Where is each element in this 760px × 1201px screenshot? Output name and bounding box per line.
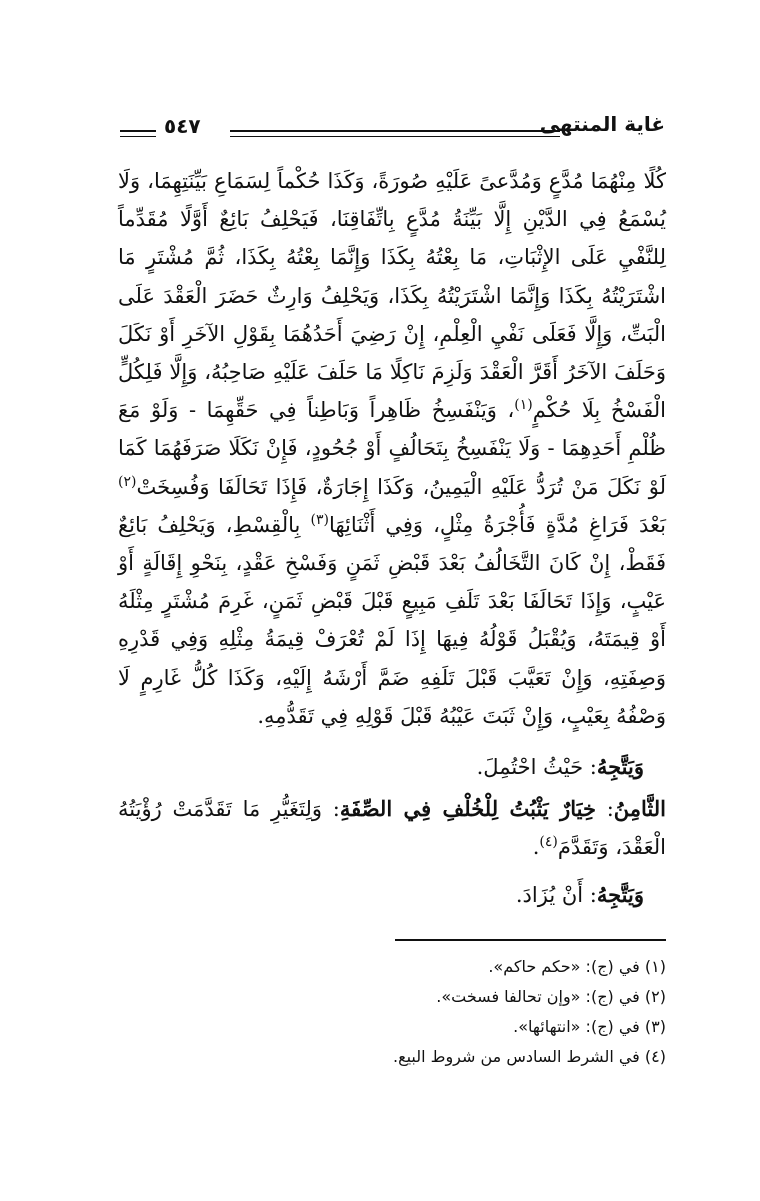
footnote-separator [395, 939, 666, 941]
footnote-3: (٣) في (ج): «انتهائها». [513, 1017, 666, 1036]
running-title: غاية المنتهى [539, 112, 665, 136]
header-rule-left [120, 130, 156, 137]
paragraph-segment: كُلًا مِنْهُمَا مُدَّعٍ وَمُدَّعىً عَلَيْهِ صُورَةً، وَكَذَا حُكْماً لِسَمَاعِ بَيِّنَتِهِمَا، وَلَا يُسْمَعُ فِي الدَّيْنِ إِلَّا بَيِّنَةُ مُدَّعٍ بِاتِّفَاقِنَا، فَيَحْلِفُ بَائِعٌ أَوَّلًا مُقَدِّماً لِلنَّفْيِ عَلَى الإِثْبَاتِ، مَا بِعْتُهُ بِكَذَا وَإِنَّمَا بِعْتُهُ بِكَذَا، ثُمَّ مُشْتَرٍ مَا اشْتَرَيْتُهُ بِكَذَا وَإِنَّمَا اشْتَرَيْتُهُ بِكَذَا، وَيَحْلِفُ وَارِثٌ حَضَرَ الْعَقْدَ عَلَى الْبَتِّ، وَإِلَّا فَعَلَى نَفْيِ الْعِلْمِ، إِنْ رَضِيَ أَحَدُهُمَا بِقَوْلِ الآخَرِ أَوْ نَكَلَ وَحَلَفَ الآخَرُ أَقَرَّ الْعَقْدَ وَلَزِمَ نَاكِلًا مَا حَلَفَ عَلَيْهِ صَاحِبُهُ، وَإِلَّا فَلِكُلٍّ الْفَسْخُ بِلَا حُكْمٍ [118, 169, 666, 423]
footnote-ref-3[interactable]: (٣) [310, 511, 329, 528]
paragraph-segment: بَعْدَ فَرَاغِ مُدَّةٍ فَأُجْرَةُ مِثْلٍ، وَفِي أَثْنَائِهَا [328, 512, 666, 537]
page-header [120, 108, 665, 154]
yattajih-paragraph-1 [118, 748, 666, 786]
eighth-label: الثَّامِنُ [613, 796, 666, 821]
eighth-option-paragraph [118, 790, 666, 866]
yattajih-text: : حَيْثُ احْتُمِلَ. [476, 755, 597, 779]
paragraph-segment: ، وَيَنْفَسِخُ ظَاهِراً وَبَاطِناً فِي حَقِّهِمَا - وَلَوْ مَعَ ظُلْمِ أَحَدِهِمَا - وَلَا يَنْفَسِخُ بِتَحَالُفٍ أَوْ جُحُودٍ، فَإِنْ نَكَلَا صَرَفَهُمَا كَمَا لَوْ نَكَلَ مَنْ تُرَدُّ عَلَيْهِ الْيَمِينُ، وَكَذَا إِجَارَةٌ، فَإِذَا تَحَالَفَا وَفُسِخَتْ [118, 398, 666, 499]
eighth-text: : وَلِتَغَيُّرِ مَا تَقَدَّمَتْ رُؤْيَتُهُ الْعَقْدَ، وَتَقَدَّمَ [118, 797, 666, 859]
header-rule-right [230, 130, 560, 137]
eighth-end: . [532, 835, 540, 859]
yattajih-label: وَيَتَّجِهُ [596, 754, 644, 779]
footnote-1: (١) في (ج): «حكم حاكم». [488, 957, 666, 976]
footnote-4: (٤) في الشرط السادس من شروط البيع. [392, 1047, 666, 1066]
yattajih-text: : أَنْ يُزَادَ. [515, 883, 597, 907]
main-paragraph [118, 162, 666, 735]
footnote-ref-1[interactable]: (١) [514, 397, 533, 414]
footnote-ref-2[interactable]: (٢) [118, 473, 137, 490]
footnote-2: (٢) في (ج): «وإن تحالفا فسخت». [436, 987, 666, 1006]
paragraph-segment: بِالْقِسْطِ، وَيَحْلِفُ بَائِعٌ فَقَطْ، إِنْ كَانَ التَّخَالُفُ بَعْدَ قَبْضِ ثَمَنٍ وَفَسْخِ عَقْدٍ، بِنَحْوِ إِقَالَةٍ أَوْ عَيْبٍ، وَإِذَا تَحَالَفَا بَعْدَ تَلَفِ مَبِيعٍ قَبْلَ قَبْضِ ثَمَنٍ، غَرِمَ مُشْتَرٍ مِثْلَهُ أَوْ قِيمَتَهُ، وَيُقْبَلُ قَوْلُهُ فِيهَا إِذَا لَمْ تُعْرَفْ قِيمَةُ مِثْلِهِ وَفِي قَدْرِهِ وَصِفَتِهِ، وَإِنْ تَعَيَّبَ قَبْلَ تَلَفِهِ ضَمَّ أَرْشَهُ إِلَيْهِ، وَكَذَا كُلُّ غَارِمٍ لَا وَصْفُهُ بِعَيْبٍ، وَإِنْ ثَبَتَ عَيْبُهُ قَبْلَ قَوْلِهِ فِي تَقَدُّمِهِ. [118, 512, 666, 728]
eighth-heading: خِيَارٌ يَثْبُتُ لِلْخُلْفِ فِي الصِّفَةِ [339, 796, 596, 821]
page-number: ٥٤٧ [164, 114, 201, 138]
eighth-colon: : [595, 797, 614, 821]
yattajih-label: وَيَتَّجِهُ [596, 882, 644, 907]
footnotes [330, 952, 666, 1072]
footnote-ref-4[interactable]: (٤) [539, 834, 558, 850]
yattajih-paragraph-2 [118, 876, 666, 914]
